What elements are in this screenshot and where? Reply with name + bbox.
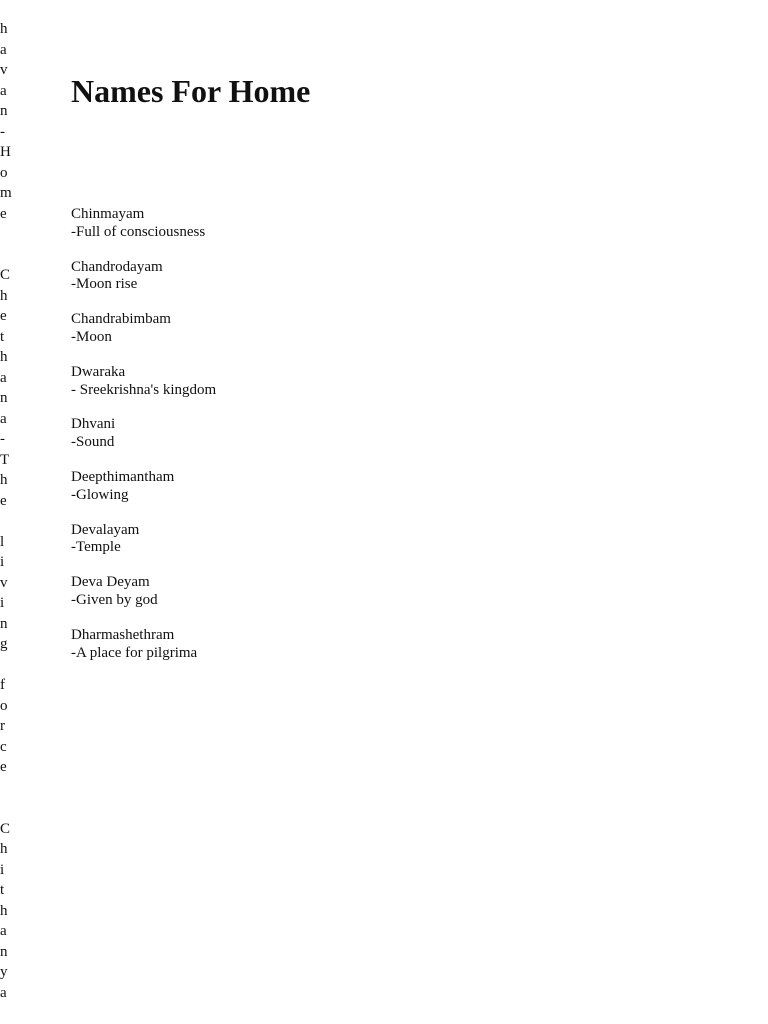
vertical-char: n [0, 390, 8, 406]
list-item [71, 627, 471, 663]
meaning-text: -Sound [71, 434, 115, 451]
meaning-text: -Given by god [71, 591, 158, 608]
names-list [71, 206, 471, 679]
vertical-char: n [0, 943, 8, 960]
vertical-char: H [0, 144, 11, 160]
vertical-char: h [0, 472, 8, 488]
list-item [71, 522, 471, 558]
vertical-space [0, 655, 20, 676]
meaning-text: -Moon rise [71, 276, 138, 293]
vertical-char: c [0, 738, 7, 755]
vertical-char: a [0, 923, 7, 939]
name-text: Deepthimantham [71, 468, 175, 485]
name-text: Dharmashethram [71, 626, 175, 643]
vertical-char: o [0, 164, 8, 181]
vertical-char: i [0, 554, 5, 570]
meaning-text: -Full of consciousness [71, 223, 206, 240]
vertical-char: h [0, 21, 8, 37]
list-item [71, 311, 471, 347]
vertical-char: - [0, 123, 5, 140]
vertical-char: g [0, 636, 8, 652]
vertical-char: y [0, 964, 8, 980]
list-item [71, 206, 471, 242]
vertical-char: f [0, 677, 5, 693]
meaning-text: -A place for pilgrima [71, 644, 198, 661]
vertical-char: - [0, 431, 5, 447]
vertical-char: i [0, 595, 5, 611]
vertical-char: l [0, 533, 5, 550]
meaning-text: - Sreekrishna's kingdom [71, 381, 217, 398]
name-text: Deva Deyam [71, 574, 150, 591]
vertical-char: a [0, 41, 7, 58]
vertical-char: o [0, 697, 8, 714]
vertical-char: t [0, 882, 5, 898]
separator-glyph [0, 245, 20, 266]
name-text: Chandrabimbam [71, 311, 171, 328]
list-item [71, 259, 471, 295]
list-item [71, 469, 471, 505]
vertical-char: h [0, 902, 8, 919]
vertical-char: h [0, 349, 8, 365]
vertical-char: C [0, 267, 11, 283]
vertical-char: i [0, 861, 5, 878]
vertical-char: h [0, 841, 8, 857]
list-item [71, 364, 471, 400]
name-text: Dhvani [71, 416, 116, 433]
vertical-char: n [0, 615, 8, 632]
vertical-char: a [0, 410, 7, 427]
vertical-text-column [0, 19, 20, 1003]
name-text: Chinmayam [71, 206, 145, 222]
name-text: Devalayam [71, 521, 140, 538]
separator-glyph [0, 798, 20, 819]
vertical-char: a [0, 82, 7, 99]
vertical-char: e [0, 205, 7, 222]
vertical-space [0, 511, 20, 532]
vertical-char: C [0, 820, 11, 837]
page-title: Names For Home [71, 73, 311, 109]
vertical-char: h [0, 287, 8, 304]
vertical-char: t [0, 328, 5, 345]
separator-glyph [0, 778, 20, 799]
list-item [71, 416, 471, 452]
meaning-text: -Temple [71, 539, 121, 556]
meaning-text: -Moon [71, 328, 112, 345]
vertical-char: a [0, 369, 7, 386]
meaning-text: -Glowing [71, 486, 129, 503]
name-text: Dwaraka [71, 363, 126, 380]
vertical-char: n [0, 103, 8, 119]
vertical-char: r [0, 718, 5, 734]
vertical-char: v [0, 62, 8, 78]
vertical-char: m [0, 185, 12, 201]
name-text: Chandrodayam [71, 258, 163, 275]
vertical-char: e [0, 759, 7, 775]
vertical-char: e [0, 308, 7, 324]
separator-glyph [0, 224, 20, 245]
vertical-char: a [0, 984, 7, 1001]
vertical-char: v [0, 574, 8, 591]
list-item [71, 574, 471, 610]
vertical-char: e [0, 492, 7, 509]
vertical-char: T [0, 451, 10, 468]
